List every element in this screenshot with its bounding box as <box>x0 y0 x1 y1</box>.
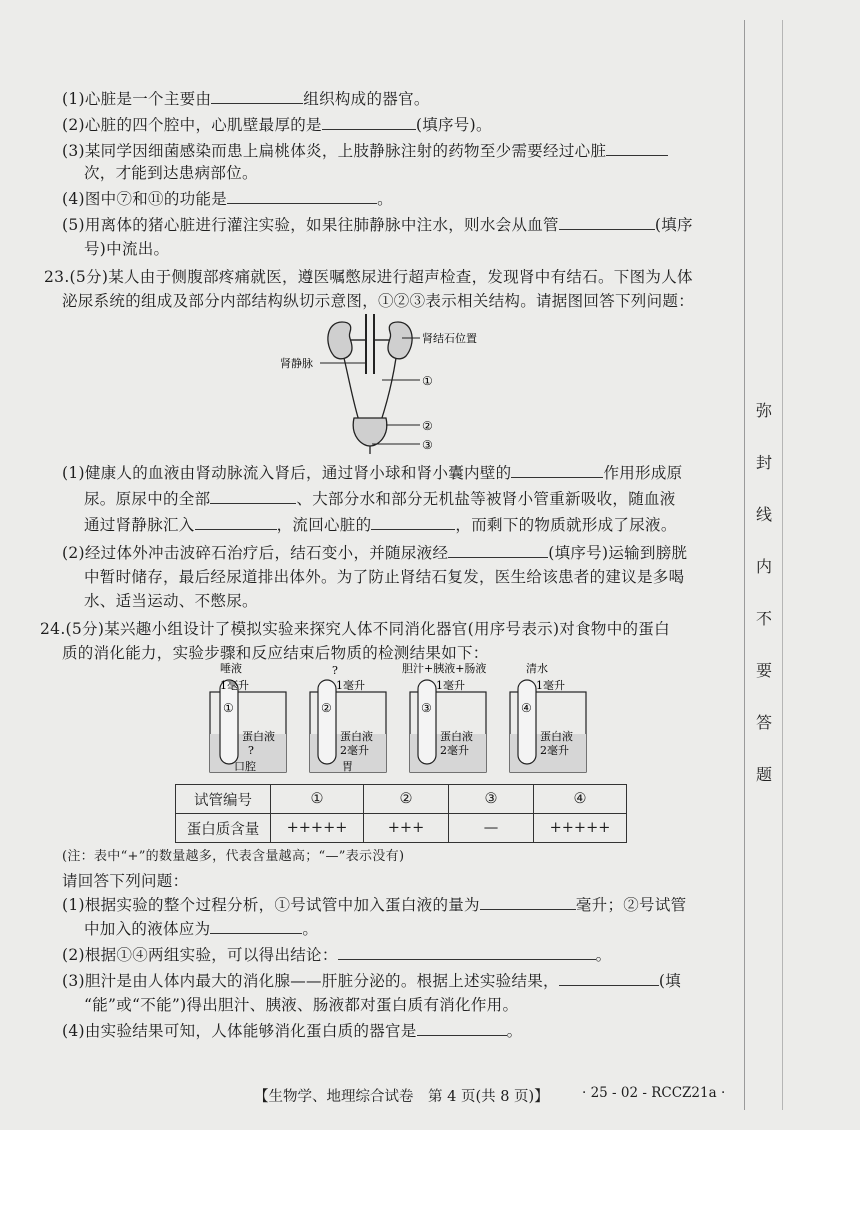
label-1: ① <box>422 374 433 388</box>
answer-blank[interactable] <box>480 895 576 910</box>
tube-4-bvol: 2毫升 <box>540 744 569 757</box>
answer-blank[interactable] <box>559 971 659 986</box>
q22-part3: (3)某同学因细菌感染而患上扁桃体炎，上肢静脉注射的药物至少需要经过心脏 <box>62 140 668 162</box>
q23-stem-1: 23.(5分)某人由于侧腹部疼痛就医，遵医嘱憋尿进行超声检查，发现肾中有结石。下图为人体 <box>44 268 693 286</box>
experiment-tubes-diagram <box>196 662 616 780</box>
answer-blank[interactable] <box>322 115 416 130</box>
q24-part1-b: 中加入的液体应为 。 <box>84 920 319 938</box>
q24-part4: (4)由实验结果可知，人体能够消化蛋白质的器官是 。 <box>62 1022 523 1040</box>
q22-part3-cont: 次，才能到达患病部位。 <box>84 164 258 182</box>
tube-4-vol: 1毫升 <box>536 679 565 692</box>
seal-line-outer <box>782 20 783 1110</box>
table-cell: +++ <box>364 814 449 843</box>
tube-2-bvol: 2毫升 <box>340 744 369 757</box>
table-cell: 蛋白质含量 <box>176 814 271 843</box>
q24-part3-b: “能”或“不能”)得出胆汁、胰液、肠液都对蛋白质有消化作用。 <box>84 996 519 1014</box>
q24-note: (注：表中“+”的数量越多，代表含量越高；“—”表示没有) <box>62 849 405 864</box>
q24-ask: 请回答下列问题： <box>62 872 189 890</box>
beaker-4 <box>510 662 586 772</box>
tube-3-vol: 1毫升 <box>436 679 465 692</box>
beaker-1 <box>210 662 286 773</box>
answer-blank[interactable] <box>227 189 377 204</box>
seal-char: 要 <box>755 661 772 680</box>
seal-char: 内 <box>755 557 772 576</box>
answer-blank[interactable] <box>210 919 302 934</box>
footer-code: · 25 - 02 - RCCZ21a · <box>582 1085 726 1101</box>
q24-part3-a: (3)胆汁是由人体内最大的消化腺——肝脏分泌的。根据上述实验结果， (填 <box>62 972 682 990</box>
q22-part4: (4)图中⑦和⑪的功能是 。 <box>62 190 393 208</box>
label-stone: 肾结石位置 <box>422 332 477 345</box>
q24-stem-1: 24.(5分)某兴趣小组设计了模拟实验来探究人体不同消化器官(用序号表示)对食物中的蛋白 <box>40 620 670 638</box>
urinary-system-diagram <box>280 314 520 454</box>
beaker-3 <box>402 662 486 772</box>
seal-char: 封 <box>755 453 772 472</box>
tube-1-vol: 1毫升 <box>220 679 249 692</box>
q24-stem-2: 质的消化能力，实验步骤和反应结束后物质的检测结果如下： <box>62 644 489 662</box>
table-cell: +++++ <box>534 814 627 843</box>
answer-blank[interactable] <box>559 215 655 230</box>
tube-4-top: 清水 <box>526 662 548 675</box>
q24-part2: (2)根据①④两组实验，可以得出结论： 。 <box>62 946 612 964</box>
tube-2-organ: 胃 <box>342 760 353 773</box>
tube-1-organ: 口腔 <box>234 760 256 773</box>
answer-blank[interactable] <box>195 515 277 530</box>
q23-part2-b: 中暂时储存，最后经尿道排出体外。为了防止肾结石复发，医生给该患者的建议是多喝 <box>84 568 685 586</box>
answer-blank[interactable] <box>511 463 603 478</box>
tube-1-bottom: 蛋白液 <box>242 730 275 743</box>
table-cell: ① <box>271 785 364 814</box>
tube-3-bvol: 2毫升 <box>440 744 469 757</box>
answer-blank[interactable] <box>417 1021 507 1036</box>
seal-char: 答 <box>755 713 772 732</box>
seal-char: 题 <box>755 765 772 784</box>
tube-2-top: ? <box>332 664 338 677</box>
q23-part2-c: 水、适当运动、不憋尿。 <box>84 592 258 610</box>
beaker-2 <box>310 664 386 773</box>
tube-2-number: ② <box>321 701 332 715</box>
tube-3-number: ③ <box>421 701 432 715</box>
q24-part1-a: (1)根据实验的整个过程分析，①号试管中加入蛋白液的量为 毫升；②号试管 <box>62 896 687 914</box>
q23-part2-a: (2)经过体外冲击波碎石治疗后，结石变小，并随尿液经 (填序号)运输到膀胱 <box>62 544 688 562</box>
footer-page-info: 【生物学、地理综合试卷 第 4 页(共 8 页)】 <box>254 1089 549 1105</box>
label-2: ② <box>422 419 433 433</box>
table-row <box>176 785 627 814</box>
answer-blank[interactable] <box>338 945 596 960</box>
q22-part5: (5)用离体的猪心脏进行灌注实验，如果往肺静脉中注水，则水会从血管 (填序 <box>62 216 693 234</box>
answer-blank[interactable] <box>211 89 303 104</box>
seal-char: 线 <box>755 505 772 524</box>
label-3: ③ <box>422 438 433 452</box>
q22-part5-cont: 号)中流出。 <box>84 240 170 258</box>
answer-blank[interactable] <box>210 489 296 504</box>
table-cell: ③ <box>449 785 534 814</box>
q22-part1: (1)心脏是一个主要由 组织构成的器官。 <box>62 90 430 108</box>
q23-part1-a: (1)健康人的血液由肾动脉流入肾后，通过肾小球和肾小囊内壁的 作用形成原 <box>62 464 683 482</box>
q23-part1-c: 通过肾静脉汇入 ，流回心脏的 ，而剩下的物质就形成了尿液。 <box>84 516 677 534</box>
q23-stem-2: 泌尿系统的组成及部分内部结构纵切示意图，①②③表示相关结构。请据图回答下列问题： <box>62 292 695 310</box>
tube-4-number: ④ <box>521 701 532 715</box>
table-row <box>176 814 627 843</box>
tube-2-vol: 1毫升 <box>336 679 365 692</box>
q22-part2: (2)心脏的四个腔中，心肌壁最厚的是 (填序号)。 <box>62 116 492 134</box>
results-table <box>175 784 627 843</box>
tube-1-number: ① <box>223 701 234 715</box>
tube-3-top: 胆汁+胰液+肠液 <box>402 662 487 675</box>
table-cell: +++++ <box>271 814 364 843</box>
tube-1-top: 唾液 <box>220 662 242 675</box>
q23-part1-b: 尿。原尿中的全部 、大部分水和部分无机盐等被肾小管重新吸收，随血液 <box>84 490 676 508</box>
tube-1-bvol: ? <box>248 744 254 757</box>
answer-blank[interactable] <box>606 141 668 156</box>
table-cell: — <box>449 814 534 843</box>
answer-blank[interactable] <box>371 515 455 530</box>
table-cell: 试管编号 <box>176 785 271 814</box>
seal-char: 不 <box>755 609 772 628</box>
seal-line <box>744 20 745 1110</box>
table-cell: ④ <box>534 785 627 814</box>
tube-3-bottom: 蛋白液 <box>440 730 473 743</box>
answer-blank[interactable] <box>448 543 548 558</box>
tube-4-bottom: 蛋白液 <box>540 730 573 743</box>
seal-char: 弥 <box>755 401 772 420</box>
table-cell: ② <box>364 785 449 814</box>
tube-2-bottom: 蛋白液 <box>340 730 373 743</box>
label-renal-vein: 肾静脉 <box>280 357 313 370</box>
